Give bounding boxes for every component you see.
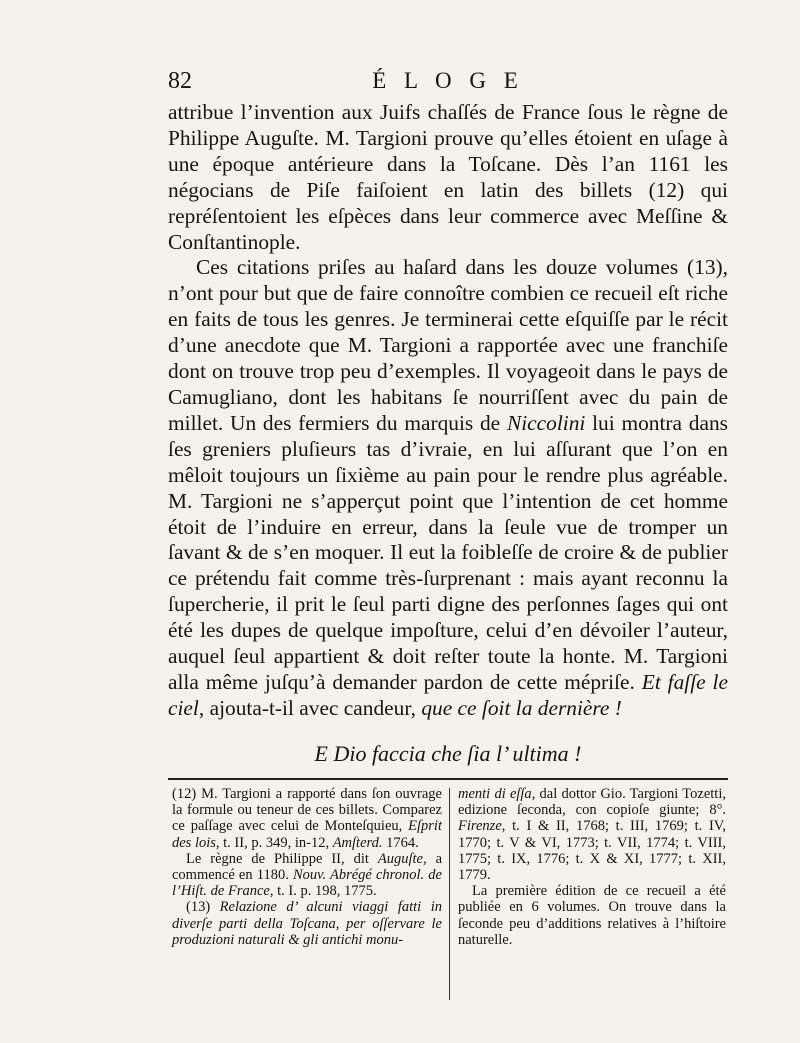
person-name: Niccolini <box>506 410 586 435</box>
footnote-12 <box>172 786 442 851</box>
footnote-13-number: (13) <box>186 899 220 916</box>
footnote-13-continued <box>458 786 726 883</box>
footnote-13-title: Relazione d’ alcuni viaggi fatti in diverſe parti della Toſcana, per oſſervare le produzioni naturali & gli antichi monu- <box>172 899 442 948</box>
footnote-13-text-b: , dal dottor Gio. Targioni Tozetti, edizione ſeconda, con copioſe giunte; 8°. <box>458 786 726 819</box>
main-text <box>168 100 728 722</box>
footnote-12-continued <box>172 851 442 900</box>
footnote-12-place: Amſterd. <box>332 834 383 851</box>
footnote-12-text-b: , t. II, p. 349, in-12, <box>215 834 333 851</box>
running-title: É L O G E <box>372 68 524 93</box>
footnote-12b-text-c: , t. I. p. 198, 1775. <box>269 883 377 900</box>
footnote-12b-title: Nouv. Abrégé chronol. de l’Hiſt. de France <box>172 867 442 900</box>
paragraph-1-text: attribue l’invention aux Juifs chaſſés de France ſous le règne de Philippe Auguſte. M. Targioni prouve qu’elles étoient en uſage à une époque antérieure dans la Toſcane. Dès l’an 1161 les négocians de Piſe faiſoient en latin des billets (12) qui repréſentoient les eſpèces dans leur commerce avec Meſſine & Conſtantinople. <box>168 100 728 254</box>
footnote-13-volumes: , t. I & II, 1768; t. III, 1769; t. IV, 1770; t. V & VI, 1773; t. VII, 1774; t. VIII, 1775; t. IX, 1776; t. X & XI, 1777; t. XII, 1779. <box>458 818 726 884</box>
quoted-phrase-end: que ce ſoit la dernière ! <box>421 695 622 720</box>
italian-quote: E Dio faccia che ſia l’ ultima ! <box>314 741 582 766</box>
paragraph-1 <box>168 100 728 255</box>
paragraph-2-text-c: , ajouta-t-il avec candeur, <box>198 695 422 720</box>
page-header <box>168 68 728 102</box>
footnote-12b-name: Auguſte <box>377 850 423 867</box>
page-number: 82 <box>168 68 192 94</box>
footnotes-right-column <box>458 786 726 948</box>
footnote-column-divider <box>449 788 450 1000</box>
footnote-13-title-end: menti di eſſa <box>458 786 532 802</box>
footnote-13 <box>172 899 442 948</box>
footnote-12b-text: Le règne de Philippe II, dit <box>186 850 378 867</box>
footnote-13-edition-note: La première édition de ce recueil a été publiée en 6 volumes. On trouve dans la ſeconde peu d’additions relatives à l’hiſtoire naturelle. <box>458 883 726 948</box>
footnote-rule <box>168 778 728 780</box>
paragraph-2 <box>168 255 728 721</box>
footnote-12-year: 1764. <box>382 834 419 851</box>
footnote-12b-text-b: , a commencé en 1180. <box>172 850 443 884</box>
paragraph-2-text-b: lui montra dans ſes greniers pluſieurs tas d’ivraie, en lui aſſurant que l’on en mêloit toujours un ſixième au pain pour le rendre plus agréable. M. Targioni ne s’apperçut point que l’intention de cet homme étoit de l’induire en erreur, dans la ſeule vue de tromper un ſavant & de s’en moquer. Il eut la foibleſſe de croire & de publier ce prétendu fait comme très-ſurprenant : mais ayant reconnu la ſupercherie, il prit le ſeul parti digne des perſonnes ſages qui ont été les dupes de quelque impoſture, celui d’en dévoiler l’auteur, auquel ſeul appartient & doit reſter toute la honte. M. Targioni alla même juſqu’à demander pardon de cette mépriſe. <box>168 410 728 694</box>
paragraph-2-text-a: Ces citations priſes au haſard dans les douze volumes (13), n’ont pour but que de faire connoître combien ce recueil eſt riche en faits de tous les genres. Je terminerai cette eſquiſſe par le récit d’une anecdote que M. Targioni a rapportée avec une franchiſe dont on trouve trop peu d’exemples. Il voyageoit dans le pays de Camugliano, dont les habitans ſe nourriſſent avec du pain de millet. Un des fermiers du marquis de <box>168 255 728 435</box>
footnote-13-place: Firenze <box>458 818 502 835</box>
quoted-phrase: Et faſſe le ciel <box>168 669 728 720</box>
footnote-12-text: (12) M. Targioni a rapporté dans ſon ouvrage la formule ou teneur de ces billets. Comparez ce paſſage avec celui de Monteſquieu, <box>172 786 442 835</box>
footnote-12-title: Eſprit des lois <box>172 818 442 851</box>
footnotes-left-column <box>172 786 442 948</box>
